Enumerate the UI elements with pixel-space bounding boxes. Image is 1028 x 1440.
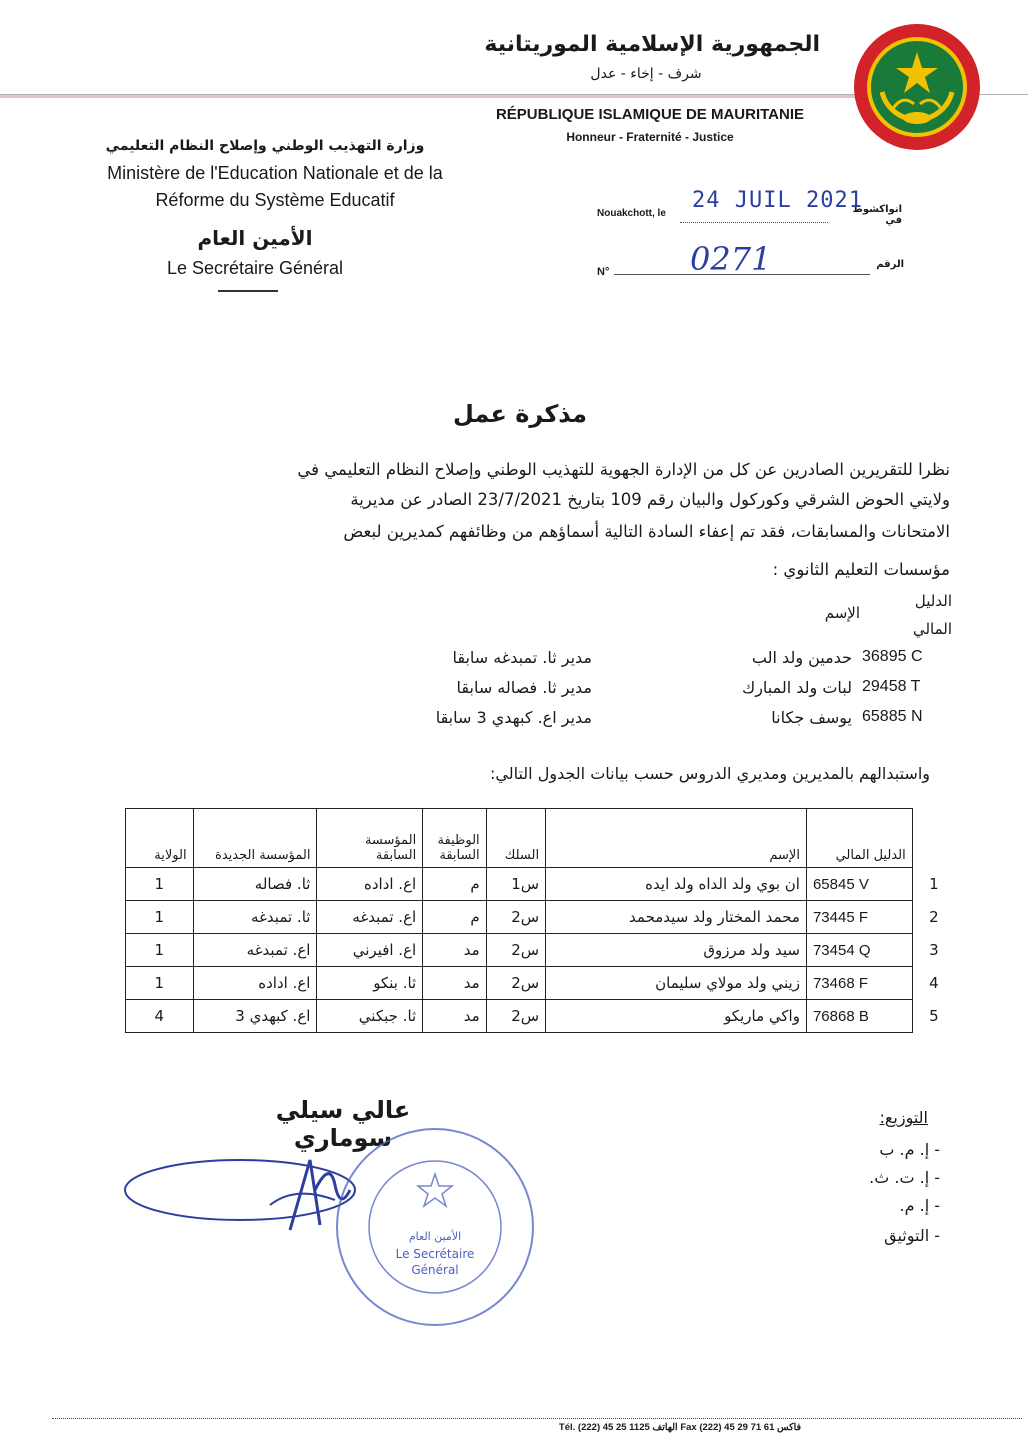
col-prev-inst-header: المؤسسة السابقة bbox=[317, 809, 423, 868]
table-row bbox=[126, 901, 956, 934]
cell-wilaya: 1 bbox=[126, 967, 194, 1000]
place-label-ar: انواكشوط في bbox=[852, 204, 902, 226]
cell-new-inst: اع. اداده bbox=[193, 967, 317, 1000]
dismissed-name: يوسف جكانا bbox=[771, 708, 852, 727]
cell-corps: س2 bbox=[486, 1000, 545, 1033]
footer-divider bbox=[52, 1418, 1022, 1419]
cell-prev-inst: اع. اداده bbox=[317, 868, 423, 901]
dismissed-code-header-2: المالي bbox=[912, 620, 952, 638]
dismissed-previous-role: مدير ثا. تمبدغه سابقا bbox=[452, 648, 592, 667]
row-index: 1 bbox=[929, 875, 939, 893]
cell-corps: س2 bbox=[486, 967, 545, 1000]
date-line bbox=[680, 222, 828, 223]
place-label-fr: Nouakchott, le bbox=[597, 208, 666, 219]
ministry-line-2: Réforme du Système Educatif bbox=[155, 190, 395, 210]
cell-prev-role: مد bbox=[423, 967, 486, 1000]
distribution-item: - إ. م. ب bbox=[879, 1140, 940, 1159]
distribution-item: - التوثيق bbox=[884, 1226, 940, 1245]
republic-title-ar: الجمهورية الإسلامية الموريتانية bbox=[484, 32, 820, 57]
reference-number: 0271 bbox=[690, 240, 772, 278]
cell-prev-role: مد bbox=[423, 934, 486, 967]
title-underline bbox=[218, 290, 278, 292]
cell-wilaya: 4 bbox=[126, 1000, 194, 1033]
secretary-general-fr: Le Secrétaire Général bbox=[166, 258, 344, 278]
cell-code: 76868 B bbox=[806, 1000, 912, 1033]
distribution-item: - إ. ت. ث. bbox=[869, 1168, 940, 1187]
distribution-title: التوزيع: bbox=[879, 1108, 928, 1127]
cell-code: 73468 F bbox=[806, 967, 912, 1000]
cell-code: 65845 V bbox=[806, 868, 912, 901]
col-code-header: الدليل المالي bbox=[806, 809, 912, 868]
row-index: 2 bbox=[929, 908, 939, 926]
memo-line-2: ولايتي الحوض الشرقي وكوركول والبيان رقم 109 بتاريخ 23/7/2021 الصادر عن مديرية bbox=[350, 490, 950, 509]
dismissed-row bbox=[0, 648, 1028, 672]
ministry-line-1: Ministère de l'Education Nationale et de la bbox=[107, 163, 443, 183]
signatory-name: عالي سيلي سوماري bbox=[275, 1096, 411, 1152]
memo-line-1: نظرا للتقريرين الصادرين عن كل من الإدارة الجهوية للتهذيب الوطني وإصلاح النظام التعليمي في bbox=[297, 460, 950, 479]
stamp-line-1: الأمين العام bbox=[408, 1230, 462, 1243]
col-new-inst-header: المؤسسة الجديدة bbox=[193, 809, 317, 868]
row-index: 3 bbox=[929, 941, 939, 959]
motto-ar: شرف - إخاء - عدل bbox=[590, 66, 702, 82]
appointments-table bbox=[125, 808, 955, 1033]
cell-prev-role: م bbox=[423, 868, 486, 901]
table-row bbox=[126, 1000, 956, 1033]
dismissed-previous-role: مدير اع. كبهدي 3 سابقا bbox=[435, 708, 592, 727]
col-wilaya-header: الولاية bbox=[126, 809, 194, 868]
cell-code: 73454 Q bbox=[806, 934, 912, 967]
ministry-name-fr bbox=[40, 160, 510, 214]
number-label-fr: N° bbox=[597, 266, 610, 278]
cell-prev-inst: ثا. جبكني bbox=[317, 1000, 423, 1033]
dismissed-row bbox=[0, 708, 1028, 732]
stamp-line-2: Le Secrétaire bbox=[395, 1247, 475, 1261]
table-row bbox=[126, 868, 956, 901]
footer-contact: Tél. (222) 45 25 1125 الهاتف Fax (222) 45 29 71 61 فاكس bbox=[558, 1422, 802, 1433]
dismissed-code: 29458 T bbox=[862, 678, 921, 695]
dismissed-name: حدمين ولد الب bbox=[751, 648, 852, 667]
cell-prev-inst: اع. افيرني bbox=[317, 934, 423, 967]
cell-corps: س2 bbox=[486, 934, 545, 967]
dismissed-previous-role: مدير ثا. فصاله سابقا bbox=[456, 678, 592, 697]
col-corps-header: السلك bbox=[486, 809, 545, 868]
row-index: 5 bbox=[929, 1007, 939, 1025]
col-name-header: الإسم bbox=[546, 809, 807, 868]
cell-new-inst: اع. تمبدغه bbox=[193, 934, 317, 967]
memo-line-4: مؤسسات التعليم الثانوي : bbox=[772, 560, 950, 579]
table-header-row bbox=[126, 809, 956, 868]
ministry-name-ar: وزارة التهذيب الوطني وإصلاح النظام التعليمي bbox=[105, 138, 425, 154]
motto-fr: Honneur - Fraternité - Justice bbox=[566, 130, 734, 144]
stamp-line-3: Général bbox=[411, 1263, 459, 1277]
dismissed-code-header-1: الدليل bbox=[914, 592, 952, 610]
cell-corps: س1 bbox=[486, 868, 545, 901]
cell-wilaya: 1 bbox=[126, 934, 194, 967]
cell-name: واكي ماريكو bbox=[546, 1000, 807, 1033]
header-divider-accent bbox=[0, 95, 860, 98]
distribution-item: - إ. م. bbox=[899, 1196, 940, 1215]
cell-new-inst: ثا. فصاله bbox=[193, 868, 317, 901]
cell-wilaya: 1 bbox=[126, 901, 194, 934]
col-prev-role-header: الوظيفة السابقة bbox=[423, 809, 486, 868]
table-row bbox=[126, 967, 956, 1000]
dismissed-code: 36895 C bbox=[862, 648, 923, 665]
table-row bbox=[126, 934, 956, 967]
memo-line-3: الامتحانات والمسابقات، فقد تم إعفاء السادة التالية أسماؤهم من وظائفهم كمديرين لبعض bbox=[343, 522, 950, 541]
memo-title: مذكرة عمل bbox=[452, 400, 588, 428]
dismissed-code: 65885 N bbox=[862, 708, 923, 725]
national-seal-icon bbox=[852, 22, 982, 156]
cell-new-inst: اع. كبهدي 3 bbox=[193, 1000, 317, 1033]
row-index: 4 bbox=[929, 974, 939, 992]
dismissed-row bbox=[0, 678, 1028, 702]
cell-name: سيد ولد مرزوق bbox=[546, 934, 807, 967]
dismissed-name: لبات ولد المبارك bbox=[742, 678, 852, 697]
cell-prev-role: م bbox=[423, 901, 486, 934]
cell-code: 73445 F bbox=[806, 901, 912, 934]
cell-corps: س2 bbox=[486, 901, 545, 934]
republic-title-fr: RÉPUBLIQUE ISLAMIQUE DE MAURITANIE bbox=[495, 106, 805, 123]
cell-name: ان بوي ولد الداه ولد ايده bbox=[546, 868, 807, 901]
official-stamp bbox=[330, 1122, 540, 1336]
replacement-intro: واستبدالهم بالمديرين ومديري الدروس حسب بيانات الجدول التالي: bbox=[490, 764, 930, 783]
cell-name: محمد المختار ولد سيدمحمد bbox=[546, 901, 807, 934]
cell-wilaya: 1 bbox=[126, 868, 194, 901]
index-header bbox=[912, 809, 955, 868]
cell-new-inst: ثا. تمبدغه bbox=[193, 901, 317, 934]
cell-prev-inst: ثا. بنكو bbox=[317, 967, 423, 1000]
dismissed-name-header: الإسم bbox=[824, 604, 860, 622]
cell-prev-role: مد bbox=[423, 1000, 486, 1033]
date-stamp: 24 JUIL 2021 bbox=[692, 188, 863, 213]
number-label-ar: الرقم bbox=[876, 259, 904, 270]
cell-name: زيني ولد مولاي سليمان bbox=[546, 967, 807, 1000]
cell-prev-inst: اع. تمبدغه bbox=[317, 901, 423, 934]
secretary-general-ar: الأمين العام bbox=[197, 226, 313, 250]
